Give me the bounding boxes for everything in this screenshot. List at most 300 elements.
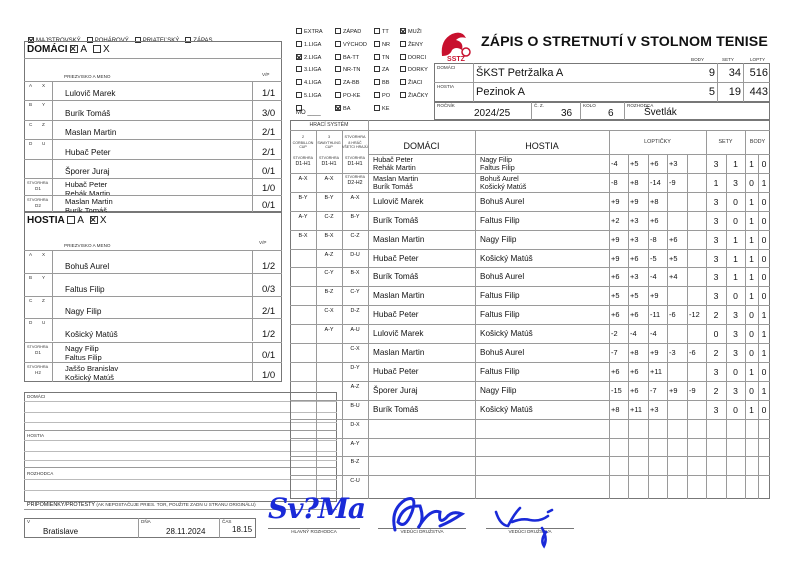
- set-score: -2: [611, 329, 618, 339]
- doubles-code: STVORHRA: [27, 198, 49, 202]
- sets-home: 2: [713, 348, 719, 358]
- points-away: 1: [761, 348, 767, 358]
- system-code: A-Y: [298, 213, 308, 220]
- sets-home: 3: [713, 253, 719, 264]
- set-score: +9: [611, 196, 620, 206]
- player-code: D: [29, 320, 33, 326]
- sets-home: 3: [713, 215, 719, 226]
- points-away: 0: [761, 272, 767, 283]
- sets-away: 1: [733, 272, 738, 283]
- time-value: 18.15: [232, 525, 253, 534]
- system-code: B-X: [324, 232, 334, 239]
- away-player-name: Košický Matúš: [480, 253, 533, 263]
- home-player-name: Hubač Peter: [373, 310, 419, 320]
- away-team-name: Pezinok A: [476, 86, 525, 98]
- system-code: B-X: [350, 270, 360, 277]
- set-score: +6: [630, 253, 639, 263]
- points-home: 0: [749, 310, 754, 321]
- doubles-player-name: Burík Tomáš: [65, 205, 108, 215]
- points-away: 0: [761, 234, 767, 245]
- player-name: Šporer Juraj: [65, 167, 110, 176]
- player-name: Maslan Martin: [65, 128, 117, 138]
- home-player-name: Burík Tomáš: [373, 272, 419, 282]
- set-score: +3: [669, 159, 678, 168]
- set-score: +6: [611, 366, 620, 376]
- checkbox-label: TT: [382, 29, 389, 35]
- set-score: +6: [630, 385, 639, 395]
- points-away: 1: [761, 329, 767, 340]
- set-score: +6: [650, 159, 659, 168]
- sets-away: 0: [733, 404, 738, 415]
- sets-away: 0: [733, 196, 738, 207]
- away-col-vp: V/P: [259, 240, 267, 245]
- home-player-name: Šporer Juraj: [373, 385, 418, 395]
- player-code-2: X: [42, 252, 46, 257]
- player-code: A: [29, 252, 33, 257]
- checkbox-label: ZÁPAS: [193, 38, 213, 44]
- checkbox-label: A: [77, 215, 84, 226]
- doubles-player-name: Košický Matúš: [65, 372, 114, 382]
- player-record: 1/2: [262, 260, 276, 272]
- system-code: B-Z: [350, 459, 360, 466]
- col-lopty-label: LOPTY: [750, 57, 766, 62]
- protest-label: PRIPOMIENKY/PROTESTY (AK NEPOSTAČUJE PRIES. TOR, POUŽITE ZADN U STRANU ORIGINÁLU): [27, 502, 256, 508]
- set-score: +9: [669, 385, 678, 395]
- set-score: -4: [650, 272, 657, 282]
- system-code: C-X: [324, 308, 334, 315]
- system-code: D-X: [350, 421, 360, 428]
- place-value: Bratislave: [43, 527, 79, 536]
- sets-away: 0: [733, 215, 738, 226]
- away-sety: 19: [728, 86, 741, 98]
- away-player-name: Bohuš Aurel: [480, 173, 519, 183]
- player-name: Hubač Peter: [65, 147, 111, 157]
- col-sety-header: SETY: [718, 139, 733, 145]
- system-code: D-U: [350, 251, 360, 258]
- cz-value: 36: [561, 108, 573, 119]
- set-score: +8: [630, 177, 639, 187]
- doubles-code-2: D2: [35, 203, 41, 208]
- set-score: -8: [650, 234, 657, 244]
- system-code: STVORHRA: [345, 174, 365, 179]
- home-player-name: Hubač Peter: [373, 366, 419, 376]
- system-name: CORBILLON CUP: [292, 141, 314, 149]
- away-player-name: Košický Matúš: [480, 329, 533, 339]
- home-player-name: Lulovič Marek: [373, 196, 424, 206]
- doubles-player-name: Faltus Filip: [65, 352, 102, 362]
- away-player-name: Faltus Filip: [480, 215, 520, 225]
- system-prefix: 3: [327, 135, 331, 139]
- signature-hostia: [496, 508, 552, 546]
- set-score: +5: [669, 253, 678, 263]
- player-code: C: [29, 297, 33, 303]
- set-score: -14: [650, 177, 661, 187]
- set-score: +9: [630, 196, 639, 206]
- set-score: +3: [650, 404, 659, 414]
- doubles-code-2: D1: [35, 350, 41, 355]
- system-name: 8 HRÁČ VŠETCI HRAJÚ: [342, 141, 368, 149]
- sets-away: 1: [733, 159, 738, 169]
- kolo-value: 6: [608, 108, 614, 119]
- player-name: Burík Tomáš: [65, 108, 111, 118]
- away-player-name: Bohuš Aurel: [480, 272, 525, 282]
- player-code: B: [29, 274, 33, 280]
- set-score: +3: [630, 272, 639, 282]
- set-score: +9: [611, 234, 620, 244]
- col-hostia-header: HOSTIA: [525, 141, 559, 151]
- domaci-label: DOMÁCI: [437, 65, 456, 70]
- sets-away: 3: [733, 177, 738, 188]
- doubles-record: 0/1: [262, 200, 276, 211]
- away-player-name: Nagy Filip: [480, 234, 517, 244]
- system-code-2: D1-H1: [347, 161, 363, 167]
- system-prefix: 2: [301, 135, 305, 139]
- checkbox-label: PO-KE: [343, 92, 361, 99]
- points-away: 0: [761, 366, 767, 377]
- sets-away: 3: [733, 329, 738, 340]
- away-player-name: Nagy Filip: [480, 155, 512, 164]
- set-score: +3: [630, 215, 639, 225]
- away-body: 5: [708, 86, 715, 98]
- player-name: Košický Matúš: [65, 330, 118, 340]
- rocnik-value: 2024/25: [474, 108, 511, 119]
- system-code: A-X: [298, 175, 308, 182]
- doubles-record: 1/0: [262, 183, 276, 194]
- system-code: A-U: [350, 327, 360, 334]
- set-score: +3: [630, 234, 639, 244]
- checkbox-label: ŽIACI: [408, 80, 423, 87]
- set-score: +6: [630, 366, 639, 376]
- checkbox-label: MAJSTROVSKÝ: [36, 38, 81, 44]
- checkbox-label: 2.LIGA: [304, 54, 322, 61]
- sig-hostia-label: VEDÚCI DRUŽSTVA: [508, 529, 552, 534]
- home-player-name: Hubač Peter: [373, 253, 419, 263]
- points-home: 1: [749, 196, 754, 207]
- doubles-record: 0/1: [262, 350, 276, 361]
- doubles-code: STVORHRA: [27, 181, 49, 185]
- system-code: D-Y: [350, 364, 360, 371]
- points-away: 0: [761, 196, 767, 207]
- doubles-code-2: D1: [35, 186, 41, 191]
- set-score: +11: [650, 366, 662, 376]
- set-score: +2: [611, 215, 620, 225]
- points-home: 1: [749, 404, 754, 415]
- system-code: B-Y: [324, 194, 334, 201]
- checkbox-label: PRIATEĽSKÝ: [142, 38, 180, 44]
- system-code: C-Y: [350, 289, 360, 296]
- points-home: 0: [749, 329, 754, 340]
- points-away: 1: [761, 385, 767, 396]
- checkbox-label: X: [99, 215, 107, 226]
- away-player-name: Faltus Filip: [480, 163, 515, 173]
- home-sety: 34: [728, 67, 741, 79]
- home-col-vp: V/P: [262, 72, 270, 77]
- set-score: -7: [611, 348, 618, 357]
- doubles-code-2: H2: [35, 370, 41, 375]
- sig-hlavny-label: HLAVNÝ ROZHODCA: [291, 529, 337, 534]
- away-player-name: Košický Matúš: [480, 182, 527, 192]
- rocnik-label: ROČNÍK: [437, 103, 455, 108]
- sets-home: 3: [713, 366, 719, 377]
- checkbox-label: ŽENY: [408, 41, 423, 48]
- player-name: Lulovič Marek: [65, 89, 116, 99]
- home-player-name: Hubač Peter: [373, 155, 413, 164]
- set-score: -3: [669, 348, 676, 357]
- rozhodca-label: ROZHODCA: [627, 103, 654, 108]
- points-home: 1: [749, 291, 754, 302]
- system-code: C-Z: [324, 213, 334, 220]
- doubles-player-name: Maslan Martin: [65, 197, 113, 206]
- checkbox-label: 3.LIGA: [304, 67, 322, 74]
- sets-home: 3: [713, 272, 719, 283]
- checkbox-label: ZA: [382, 67, 390, 74]
- home-player-name: Lulovič Marek: [373, 329, 424, 339]
- mo-label: MO ____: [296, 110, 321, 116]
- away-player-name: Bohuš Aurel: [480, 196, 525, 206]
- player-code-2: Z: [42, 297, 45, 303]
- sets-away: 3: [733, 348, 738, 358]
- player-code-2: Z: [42, 121, 45, 127]
- hostia-label: HOSTIA: [437, 84, 455, 89]
- player-code-2: U: [42, 320, 46, 326]
- home-lopty: 516: [749, 67, 768, 79]
- sig-domaci-label: VEDÚCI DRUŽSTVA: [400, 529, 444, 534]
- system-code: A-Y: [324, 327, 334, 334]
- checkbox-label: NR: [382, 41, 391, 48]
- system-code: B-Y: [298, 194, 308, 201]
- checkbox-label: A: [80, 44, 88, 55]
- checkbox-label: TN: [382, 54, 390, 61]
- date-value: 28.11.2024: [166, 527, 206, 536]
- system-title: HRACÍ SYSTÉM: [309, 122, 349, 128]
- set-score: -15: [611, 385, 622, 395]
- checkbox-label: BA: [343, 105, 351, 112]
- set-score: +5: [630, 291, 639, 301]
- system-name: SWAYTHLING CUP: [317, 141, 341, 149]
- away-player-name: Košický Matúš: [480, 404, 533, 414]
- set-score: -6: [669, 310, 676, 320]
- away-col-name: PRIEZVISKO A MENO: [64, 243, 111, 248]
- set-score: +9: [611, 253, 620, 263]
- checkbox-label: ŽIAČKY: [408, 92, 429, 99]
- checkbox-label: 4.LIGA: [304, 80, 322, 87]
- rozhodca-value: Švetlák: [644, 107, 677, 118]
- player-record: 1/2: [262, 329, 276, 341]
- notes-rozhodca-label: ROZHODCA: [27, 471, 54, 476]
- system-code: C-X: [350, 346, 360, 352]
- page-title: ZÁPIS O STRETNUTÍ V STOLNOM TENISE: [481, 34, 768, 50]
- player-name: Nagy Filip: [65, 307, 102, 317]
- home-player-name: Maslan Martin: [373, 291, 425, 301]
- set-score: +5: [611, 291, 620, 301]
- home-player-name: Burík Tomáš: [373, 404, 419, 414]
- set-score: -9: [669, 177, 676, 187]
- col-body-label: BODY: [691, 57, 705, 62]
- checkbox-label: POHÁROVÝ: [94, 38, 129, 44]
- points-home: 0: [749, 348, 754, 358]
- set-score: -6: [689, 348, 696, 357]
- system-code: C-U: [350, 478, 360, 485]
- player-code-2: U: [42, 141, 46, 147]
- points-home: 0: [749, 177, 754, 188]
- set-score: +11: [630, 404, 642, 414]
- notes-domaci-label: DOMÁCI: [27, 394, 46, 399]
- system-code: B-Z: [324, 289, 334, 296]
- set-score: +6: [650, 215, 659, 225]
- system-code: A-X: [350, 194, 360, 201]
- home-player-name: Maslan Martin: [373, 348, 425, 357]
- player-record: 2/1: [262, 306, 276, 318]
- points-away: 0: [761, 159, 767, 169]
- set-score: +9: [650, 348, 659, 357]
- system-code: C-Z: [350, 232, 360, 239]
- col-body-header: BODY: [749, 139, 766, 145]
- set-score: +6: [630, 310, 639, 320]
- system-code: B-X: [298, 232, 308, 239]
- sets-away: 3: [733, 385, 738, 396]
- points-home: 1: [749, 234, 754, 245]
- player-code-2: Y: [42, 102, 46, 108]
- kolo-label: KOLO: [583, 103, 596, 108]
- system-code: D-Z: [350, 308, 360, 315]
- points-home: 1: [749, 366, 754, 377]
- col-domaci-header: DOMÁCI: [403, 141, 440, 151]
- doubles-player-name: Nagy Filip: [65, 344, 99, 353]
- checkbox-label: NR-TN: [343, 67, 361, 74]
- player-code: D: [29, 141, 33, 147]
- system-code: B-U: [350, 402, 360, 409]
- home-player-name: Maslan Martin: [373, 234, 425, 244]
- points-away: 0: [761, 404, 767, 415]
- away-player-name: Faltus Filip: [480, 310, 520, 320]
- sets-away: 3: [733, 310, 738, 321]
- system-code-2: D1-H1: [295, 161, 311, 167]
- system-code: B-Y: [350, 213, 360, 220]
- player-record: 0/3: [262, 283, 276, 295]
- doubles-player-name: Jaššo Branislav: [65, 364, 119, 373]
- points-home: 0: [749, 385, 754, 396]
- checkbox-label: VÝCHOD: [343, 41, 367, 48]
- away-player-name: Nagy Filip: [480, 385, 517, 395]
- sets-home: 3: [713, 159, 719, 169]
- sets-home: 1: [713, 177, 719, 188]
- set-score: +8: [611, 404, 620, 414]
- sets-home: 3: [713, 404, 719, 415]
- set-score: -9: [689, 385, 696, 395]
- date-label: DŇA: [141, 519, 151, 524]
- points-away: 1: [761, 310, 767, 321]
- home-col-name: PRIEZVISKO A MENO: [64, 74, 111, 79]
- home-player-name: Maslan Martin: [373, 173, 419, 183]
- points-home: 1: [749, 159, 754, 169]
- sets-away: 1: [733, 234, 738, 245]
- set-score: -11: [650, 310, 661, 320]
- sets-home: 3: [713, 196, 719, 207]
- doubles-code: STVORHRA: [27, 345, 49, 349]
- system-code: STVORHRA: [345, 156, 365, 160]
- home-player-name: Burík Tomáš: [373, 182, 413, 192]
- checkbox-label: MUŽI: [408, 29, 422, 35]
- doubles-player-name: Hubač Peter: [65, 180, 108, 189]
- away-player-name: Bohuš Aurel: [480, 348, 525, 357]
- system-code: STVORHRA: [319, 156, 339, 160]
- sets-home: 2: [713, 310, 719, 321]
- points-home: 1: [749, 253, 754, 264]
- home-player-name: Rehák Martin: [373, 163, 416, 173]
- signature-hlavny-rozhodca: Sv?Ma: [268, 492, 366, 525]
- checkbox-label: DORCI: [408, 54, 427, 61]
- checkbox-label: PO: [382, 92, 391, 99]
- set-score: -4: [650, 329, 657, 339]
- player-code: C: [29, 121, 33, 127]
- set-score: +8: [650, 196, 659, 206]
- points-away: 0: [761, 291, 767, 302]
- system-code: A-X: [324, 175, 334, 182]
- set-score: -7: [650, 385, 657, 395]
- set-score: +9: [650, 291, 659, 301]
- player-record: 0/1: [262, 166, 276, 177]
- home-body: 9: [708, 67, 715, 79]
- col-lopticky-header: LOPTIČKY: [644, 139, 671, 145]
- set-score: -12: [689, 310, 700, 320]
- checkbox-label: X: [103, 44, 110, 55]
- set-score: +4: [669, 272, 678, 282]
- set-score: +6: [611, 310, 620, 320]
- set-score: -5: [650, 253, 657, 263]
- player-code-2: Y: [42, 274, 46, 280]
- checkbox-label: KE: [382, 105, 390, 112]
- system-code-2: D1-H1: [321, 161, 337, 167]
- points-away: 0: [761, 253, 767, 264]
- player-name: Bohuš Aurel: [65, 261, 110, 271]
- system-code: C-Y: [324, 270, 334, 277]
- sets-away: 1: [733, 253, 738, 264]
- checkbox-label: DORKY: [408, 67, 428, 74]
- away-section-title: HOSTIA A X: [27, 215, 107, 226]
- player-name: Faltus Filip: [65, 284, 105, 294]
- set-score: +8: [630, 348, 639, 357]
- sets-home: 3: [713, 234, 719, 245]
- logo-text: SSTZ: [447, 56, 465, 63]
- player-record: 2/1: [262, 146, 276, 158]
- sets-away: 0: [733, 291, 738, 302]
- checkbox-label: EXTRA: [304, 29, 323, 35]
- checkbox-label: 1.LIGA: [304, 41, 322, 48]
- notes-hostia-label: HOSTIA: [27, 433, 45, 438]
- col-sety-label: SETY: [722, 57, 734, 62]
- doubles-code: STVORHRA: [27, 365, 49, 369]
- player-record: 1/1: [262, 88, 276, 100]
- checkbox-label: ZÁPAD: [343, 29, 362, 35]
- system-code: A-Y: [350, 440, 360, 447]
- set-score: +5: [630, 159, 639, 168]
- system-code: STVORHRA: [293, 156, 313, 160]
- points-home: 1: [749, 272, 754, 283]
- player-code: A: [29, 83, 33, 88]
- points-away: 0: [761, 215, 767, 226]
- doubles-player-name: Rehák Martin: [65, 188, 111, 198]
- away-player-name: Faltus Filip: [480, 366, 520, 376]
- sets-home: 3: [713, 291, 719, 302]
- home-section-title: DOMÁCI A X: [27, 44, 110, 55]
- system-code: A-Z: [350, 383, 360, 390]
- checkbox-label: BB: [382, 80, 390, 87]
- set-score: -4: [630, 329, 637, 339]
- system-prefix: STVORHRA: [344, 135, 366, 139]
- home-team-name: ŠKST Petržalka A: [476, 67, 564, 79]
- system-code-2: D2-H2: [347, 179, 363, 186]
- set-score: +6: [669, 234, 678, 244]
